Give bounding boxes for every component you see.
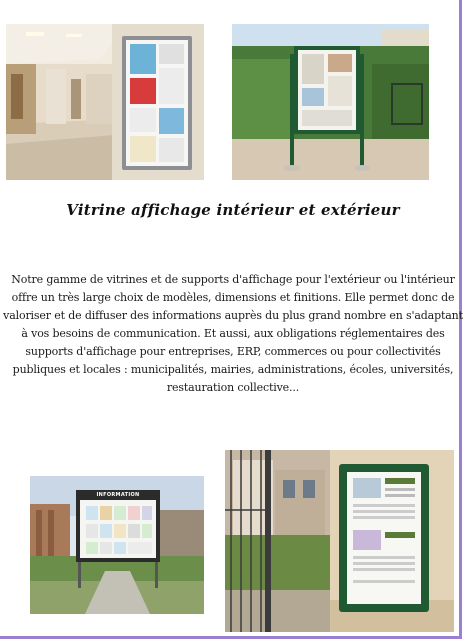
indoor-display-case-photo[interactable] xyxy=(6,24,204,180)
freestanding-information-board-photo[interactable] xyxy=(30,476,204,614)
section-title: Vitrine affichage intérieur et extérieur xyxy=(66,201,400,219)
outdoor-green-board-photo[interactable] xyxy=(232,24,429,180)
wall-mounted-green-case-photo[interactable] xyxy=(225,450,454,632)
board-sign-label: INFORMATION xyxy=(96,492,140,498)
section-description: Notre gamme de vitrines et de supports d'affichage pour l'extérieur ou l'intérieur offre un très large choix de modèles, dimensions et finitions. Elle permet donc de valoriser et de diffuser des informations auprès du plus grand nombre en s'adaptant à vos besoins de communication. Et aussi, aux obligations réglementaires des supports d'affichage pour entreprises, ERP, commerces ou pour collectivités publiques et locales : municipalités, mairies, administrations, écoles, universités, restauration collective... xyxy=(3,273,463,394)
